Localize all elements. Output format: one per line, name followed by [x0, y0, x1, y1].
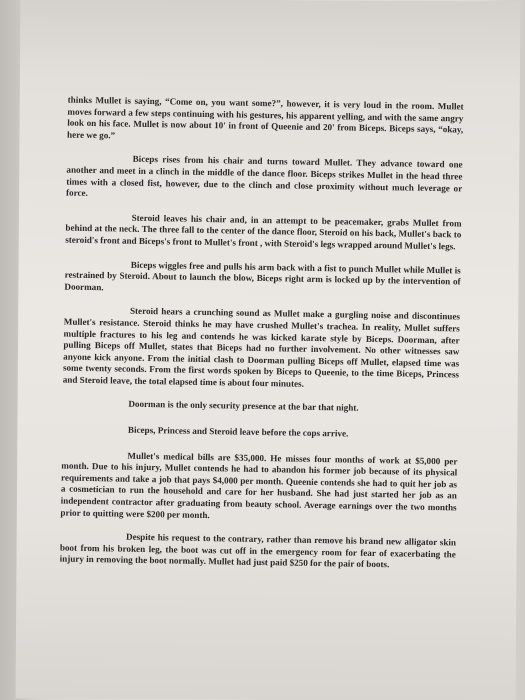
- paragraph-9: Despite his request to the contrary, rather than remove his brand new alligator skin boot from his broken leg, the boot was cut off in the emergency room for fear of exacerbating the injury in removing the boot normally. Mullet had just paid $250 for the pair of boots.: [59, 531, 457, 570]
- paragraph-4: Biceps wiggles free and pulls his arm back with a fist to punch Mullet while Mullet is restrained by Steroid. About to launch the blow, Biceps right arm is locked up by the intervention of Doorman.: [64, 259, 461, 292]
- paper-page: [16, 0, 521, 700]
- paragraph-2: Biceps rises from his chair and turns toward Mullet. They advance toward one another and meet in a clinch in the middle of the dance floor. Biceps strikes Mullet in the head three times with a closed fist, however, due to the clinch and close proximity without much leverage or force.: [65, 154, 463, 199]
- paragraph-1: thinks Mullet is saying, “Come on, you want some?”, however, it is very loud in the room. Mullet moves forward a few steps continuing with his gestures, his apparent yelling, and with the same angry look on his face. Mullet is now about 10' in front of Queenie and 20' from Biceps. Biceps says, “okay, here we go.”: [66, 94, 464, 141]
- paragraph-6: Doorman is the only security presence at the bar that night.: [128, 399, 359, 414]
- paragraph-7: Biceps, Princess and Steroid leave before the cops arrive.: [127, 424, 349, 439]
- paragraph-3: Steroid leaves his chair and, in an attempt to be peacemaker, grabs Mullet from behind at the neck. The three fall to the center of the dance floor, Steroid on his back, Mullet's back to steroid's front and Biceps's front to Mullet's front , with Steroid's legs wrapped around Mullet's legs.: [65, 212, 462, 252]
- paragraph-8: Mullet's medical bills are $35,000. He misses four months of work at $5,000 per month. Due to his injury, Mullet contends he had to abandon his former job because of its physical requirements and take a job that pays $4,000 per month. Queenie contends she had to quit her job as a cosmetician to run the household and care for her husband. She had just started her job as an independent contractor after graduating from beauty school. Average earnings over the two months prior to quitting were $200 per month.: [60, 450, 458, 520]
- paragraph-5: Steroid hears a crunching sound as Mullet make a gurgling noise and discontinues Mullet's resistance. Steroid thinks he may have crushed Mullet's trachea. In reality, Mullet suffers multiple fractures to his leg and contends he was kicked karate style by Biceps. Doorman, after pulling Biceps off Mullet, states that Biceps had no further involvement. No other witnesses saw anyone kick anyone. From the initial clash to Doorman pulling Biceps off Mullet, elapsed time was some twenty seconds. From the first words spoken by Biceps to Queenie, to the time Biceps, Princess and Steroid leave, the total elapsed time is about four minutes.: [62, 306, 461, 389]
- document-body: [59, 95, 463, 585]
